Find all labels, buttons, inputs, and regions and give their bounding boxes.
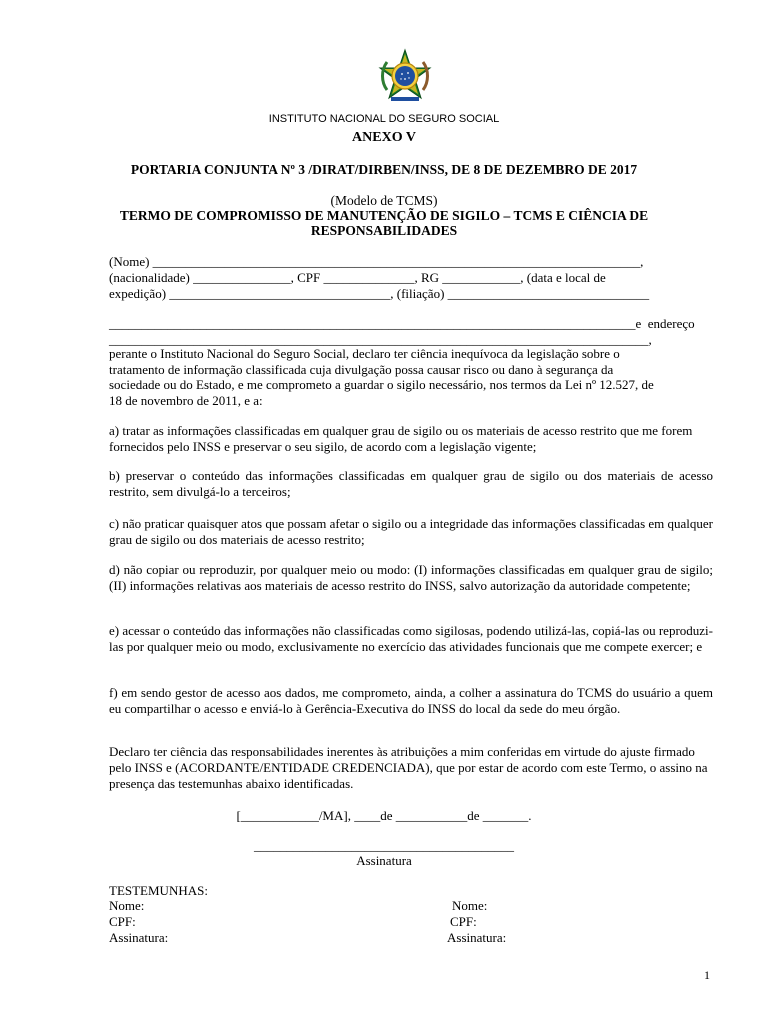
brasil-coat-of-arms-icon bbox=[372, 44, 438, 110]
form-nationality-line: (nacionalidade) _______________, CPF ______________, RG ____________, (data e local de bbox=[109, 270, 606, 285]
ordinance-title: PORTARIA CONJUNTA Nº 3 /DIRAT/DIRBEN/INSS, DE 8 DE DEZEMBRO DE 2017 bbox=[130, 162, 638, 177]
annex-title: ANEXO V bbox=[352, 130, 416, 145]
form-address-line: _________________________________________________________________________________e endereço bbox=[109, 316, 695, 331]
intro-line4: 18 de novembro de 2011, e a: bbox=[109, 393, 263, 408]
witnesses-heading: TESTEMUNHAS: bbox=[109, 883, 208, 898]
signature-line: ________________________________________ bbox=[254, 838, 514, 853]
witness2-signature-label: Assinatura: bbox=[447, 930, 507, 945]
institution-name: INSTITUTO NACIONAL DO SEGURO SOCIAL bbox=[268, 113, 500, 125]
model-label: (Modelo de TCMS) bbox=[330, 193, 438, 208]
witness2-name-label: Nome: bbox=[452, 898, 488, 913]
form-address-continuation: ___________________________________________________________________________________, bbox=[109, 332, 652, 347]
page-number: 1 bbox=[704, 968, 710, 982]
item-e: e) acessar o conteúdo das informações não classificadas como sigilosas, podendo utilizá-las, copiá-las ou reproduzi-las por qualquer meio ou modo, exclusivamente no exercício das atividades funcionais que me compete exercer; e bbox=[109, 623, 713, 654]
declaration-paragraph: Declaro ter ciência das responsabilidades inerentes às atribuições a mim conferidas em virtude do ajuste firmado pelo INSS e (ACORDANTE/ENTIDADE CREDENCIADA), que por estar de acordo com este Termo, o assino na presença das testemunhas abaixo identificadas. bbox=[109, 744, 708, 791]
intro-line3: sociedade ou do Estado, e me comprometo a guardar o sigilo necessário, nos termos da Lei nº 12.527, de bbox=[109, 377, 654, 392]
witness2-cpf-label: CPF: bbox=[450, 914, 477, 929]
intro-line2: tratamento de informação classificada cuja divulgação possa causar risco ou dano à segurança da bbox=[109, 362, 614, 377]
witness1-name-label: Nome: bbox=[109, 898, 145, 913]
intro-line1: perante o Instituto Nacional do Seguro Social, declaro ter ciência inequívoca da legislação sobre o bbox=[109, 346, 620, 361]
date-place-line: [____________/MA], ____de ___________de _______. bbox=[236, 808, 532, 823]
term-title-line1: TERMO DE COMPROMISSO DE MANUTENÇÃO DE SIGILO – TCMS E CIÊNCIA DE bbox=[119, 208, 649, 223]
item-b: b) preservar o conteúdo das informações classificadas em qualquer grau de sigilo ou dos materiais de acesso restrito, sem divulgá-lo a terceiros; bbox=[109, 468, 713, 499]
term-title-line2: RESPONSABILIDADES bbox=[310, 223, 458, 238]
item-a: a) tratar as informações classificadas em qualquer grau de sigilo ou os materiais de acesso restrito que me forem fornecidos pelo INSS e preservar o seu sigilo, de acordo com a legislação vigente; bbox=[109, 423, 693, 454]
witness1-cpf-label: CPF: bbox=[109, 914, 136, 929]
witness1-signature-label: Assinatura: bbox=[109, 930, 169, 945]
item-f: f) em sendo gestor de acesso aos dados, me comprometo, ainda, a colher a assinatura do TCMS do usuário a quem eu compartilhar o acesso e enviá-lo à Gerência-Executiva do INSS do local da sede do meu órgão. bbox=[109, 685, 713, 716]
item-c: c) não praticar quaisquer atos que possam afetar o sigilo ou a integridade das informações classificadas em qualquer grau de sigilo ou dos materiais de acesso restrito; bbox=[109, 516, 713, 547]
signature-label: Assinatura bbox=[356, 853, 412, 868]
item-d: d) não copiar ou reproduzir, por qualquer meio ou modo: (I) informações classificadas em qualquer grau de sigilo; (II) informações relativas aos materiais de acesso restrito do INSS, salvo autorização da autoridade competente; bbox=[109, 562, 713, 593]
form-expedition-line: expedição) __________________________________, (filiação) _______________________________ bbox=[109, 286, 650, 301]
form-name-line: (Nome) ___________________________________________________________________________, bbox=[109, 254, 644, 269]
